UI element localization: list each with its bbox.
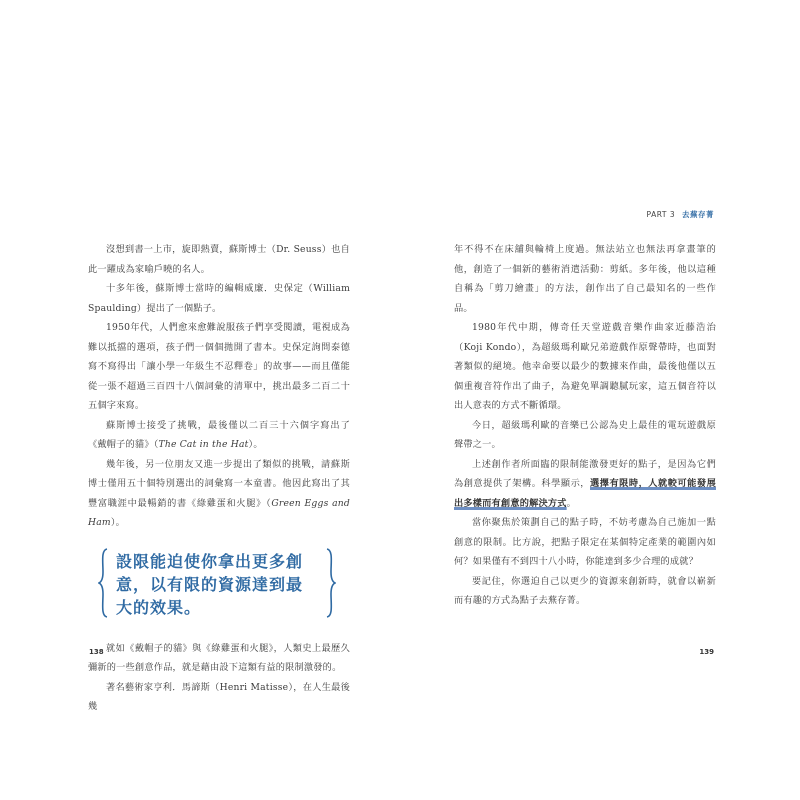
text-run: ）。 xyxy=(248,439,263,450)
paragraph xyxy=(88,455,350,533)
paragraph: 要記住，你選迫自己以更少的資源來創新時，就會以嶄新而有趣的方式為點子去蕪存菁。 xyxy=(454,575,716,606)
text-run: 上述創作者所面臨的限制能激發更好的點子，是因為它們為創意提供了架構。科學顯示， xyxy=(454,458,716,489)
left-page xyxy=(88,240,350,717)
text-run: 蘇斯博士接受了挑戰，最後僅以二百三十六個字寫出了《戴帽子的貓》（ xyxy=(88,419,350,450)
book-title-english: Green Eggs and Ham xyxy=(88,497,351,528)
running-head-part: PART 3 xyxy=(646,210,676,219)
paragraph: 十多年後，蘇斯博士當時的編輯威廉．史保定（William Spaulding）提出了一個點子。 xyxy=(88,283,350,314)
right-curly-brace-icon xyxy=(326,548,336,618)
paragraph xyxy=(88,416,350,455)
paragraph: 著名藝術家亨利．馬諦斯（Henri Matisse），在人生最後幾 xyxy=(88,681,350,712)
running-head xyxy=(647,209,714,220)
left-curly-brace-icon xyxy=(98,548,108,618)
page-number-left: 138 xyxy=(89,648,104,656)
pull-quote xyxy=(102,546,330,623)
highlighted-text: 選擇有限時，人就較可能發展出多樣而有創意的解決方式 xyxy=(454,478,716,509)
pull-quote-text: 設限能迫使你拿出更多創意，以有限的資源達到最大的效果。 xyxy=(116,551,304,617)
text-run: ）。 xyxy=(110,517,125,528)
paragraph: 今日，超級瑪利歐的音樂已公認為史上最佳的電玩遊戲原聲帶之一。 xyxy=(454,419,716,450)
book-title-english: The Cat in the Hat xyxy=(158,439,249,450)
right-page xyxy=(454,240,716,611)
paragraph: 1950年代，人們愈來愈難說服孩子們享受閱讀，電視成為難以抵擋的選項，孩子們一個個拋開了書本。史保定詢問泰德寫不寫得出「讓小學一年級生不忍釋卷」的故事——而且僅能從一張不超過三百四十八個詞彙的清單中，挑出最多二百二十五個字來寫。 xyxy=(88,322,350,411)
paragraph: 沒想到書一上市，旋即熱賣，蘇斯博士（Dr. Seuss）也自此一躍成為家喻戶曉的名人。 xyxy=(88,244,350,275)
page-number-right: 139 xyxy=(699,648,714,656)
paragraph: 就如《戴帽子的貓》與《綠雞蛋和火腿》，人類史上最歷久彌新的一些創意作品，就是藉由設下這類有益的限制激發的。 xyxy=(88,642,350,673)
text-run: 幾年後，另一位朋友又進一步提出了類似的挑戰，請蘇斯博士僅用五十個特別選出的詞彙寫一本童書。他因此寫出了其豐富職涯中最暢銷的書《綠雞蛋和火腿》（ xyxy=(88,458,350,509)
paragraph: 年不得不在床舖與輪椅上度過。無法站立也無法再拿畫筆的他，創造了一個新的藝術消遣活動：剪紙。多年後，他以這種自稱為「剪刀繪畫」的方法，創作出了自己最知名的一些作品。 xyxy=(454,244,716,314)
paragraph xyxy=(454,455,716,514)
paragraph: 當你聚焦於策劃自己的點子時，不妨考慮為自己施加一點創意的限制。比方說，把點子限定在某個特定產業的範圍內如何？如果僅有不到四十八小時，你能達到多少合理的成就？ xyxy=(454,517,716,567)
paragraph: 1980年代中期，傳奇任天堂遊戲音樂作曲家近藤浩治（Koji Kondo），為超級瑪利歐兄弟遊戲作原聲帶時，也面對著類似的絕境。他幸命要以最少的數據來作曲，最後他僅以五個重複音符作出了曲子，為避免單調聽膩玩家，這五個音符以出人意表的方式不斷循環。 xyxy=(454,322,716,411)
running-head-chapter: 去蕪存菁 xyxy=(682,210,714,219)
text-run: 。 xyxy=(566,497,577,509)
